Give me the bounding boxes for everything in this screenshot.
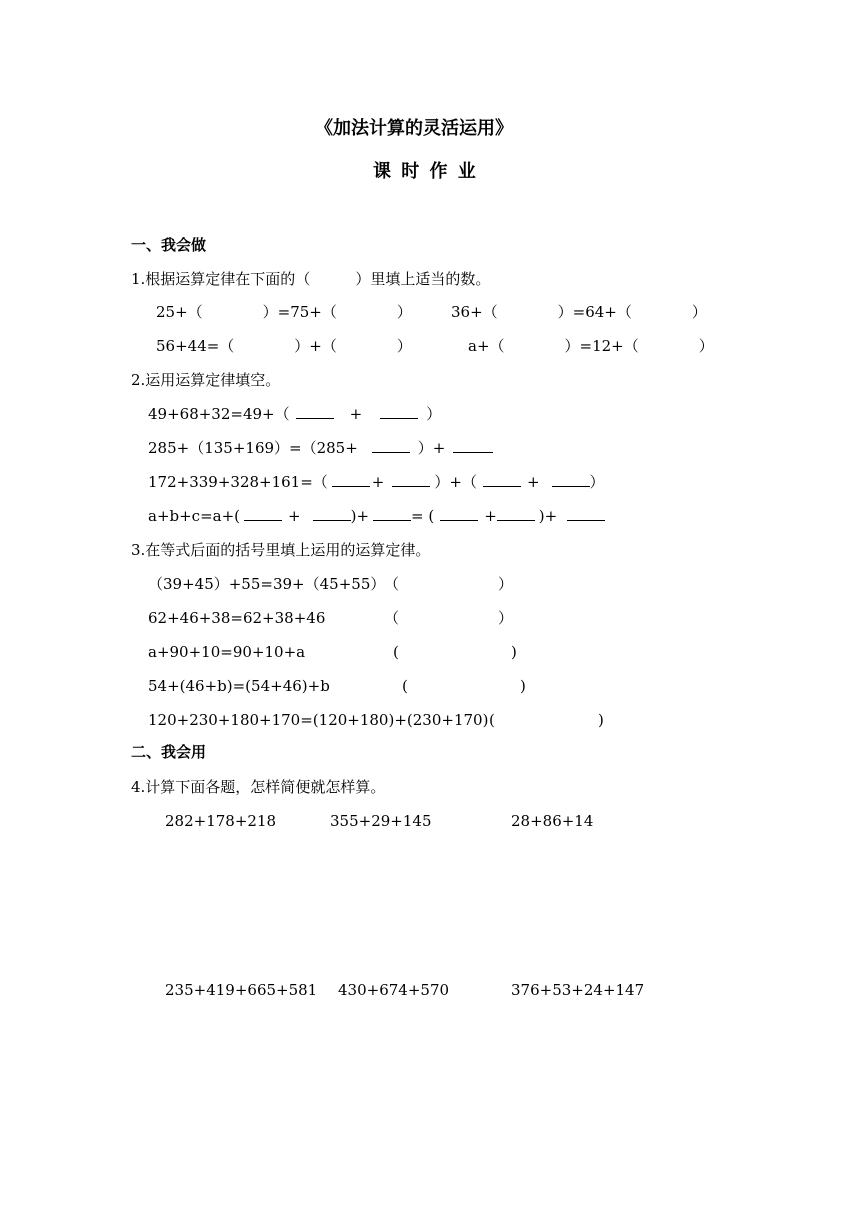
answer-blank[interactable] — [380, 404, 418, 419]
q2-text: a+b+c=a+( — [148, 507, 241, 525]
answer-blank[interactable] — [244, 506, 282, 521]
q3-equation: 54+(46+b)=(54+46)+b — [148, 677, 330, 695]
q3-equation: 120+230+180+170=(120+180)+(230+170) — [148, 711, 489, 729]
q2-text: ） — [589, 473, 605, 491]
q2-text: 285+（135+169）=（285+ — [148, 439, 358, 457]
q1-equation-4: a+（ ）=12+（ ） — [468, 337, 714, 355]
q3-equation: a+90+10=90+10+a — [148, 643, 306, 661]
worksheet-title: 《加法计算的灵活运用》 — [315, 118, 513, 139]
q4-calculation: 355+29+145 — [330, 812, 432, 830]
answer-blank[interactable] — [392, 472, 430, 487]
q2-text: )+ — [538, 507, 558, 525]
q3-equation: （39+45）+55=39+（45+55） — [148, 575, 386, 593]
q2-text: = ( — [411, 507, 435, 525]
question-4-prompt: 4.计算下面各题，怎样简便就怎样算。 — [131, 778, 386, 796]
q1-equation-2: 36+（ ）=64+（ ） — [451, 303, 707, 321]
q2-text: ）+（ — [434, 473, 477, 491]
q2-text: ） — [426, 405, 442, 423]
answer-blank[interactable] — [497, 506, 535, 521]
answer-blank[interactable] — [313, 506, 351, 521]
q4-calculation: 235+419+665+581 — [165, 981, 318, 999]
q4-calculation: 282+178+218 — [165, 812, 277, 830]
q2-text: + — [371, 473, 385, 491]
q4-calculation: 376+53+24+147 — [511, 981, 645, 999]
question-2-prompt: 2.运用运算定律填空。 — [131, 371, 281, 389]
answer-blank[interactable] — [332, 472, 370, 487]
answer-blank[interactable] — [372, 438, 410, 453]
q2-text: + — [349, 405, 363, 423]
q2-line-1 — [148, 404, 441, 424]
q3-answer-open: ( — [393, 643, 399, 661]
answer-blank[interactable] — [567, 506, 605, 521]
question-1-prompt: 1.根据运算定律在下面的（ ）里填上适当的数。 — [131, 270, 491, 288]
q1-equation-3: 56+44=（ ）+（ ） — [156, 337, 412, 355]
q3-answer-open: ( — [402, 677, 408, 695]
q3-answer-open: （ — [384, 609, 400, 627]
q2-line-3 — [148, 472, 605, 492]
q3-answer-close: ) — [511, 643, 517, 661]
answer-blank[interactable] — [453, 438, 493, 453]
answer-blank[interactable] — [552, 472, 590, 487]
answer-blank[interactable] — [483, 472, 521, 487]
q3-answer-close: ) — [520, 677, 526, 695]
answer-blank[interactable] — [373, 506, 411, 521]
q2-text: + — [288, 507, 301, 525]
question-3-prompt: 3.在等式后面的括号里填上运用的运算定律。 — [131, 541, 431, 559]
q4-calculation: 430+674+570 — [338, 981, 450, 999]
q2-text: 172+339+328+161=（ — [148, 473, 328, 491]
q3-equation: 62+46+38=62+38+46 — [148, 609, 326, 627]
section-heading-2: 二、我会用 — [131, 743, 207, 761]
q3-answer-close: ) — [598, 711, 604, 729]
q3-answer-close: ） — [498, 609, 514, 627]
answer-blank[interactable] — [296, 404, 334, 419]
q2-text: + — [484, 507, 497, 525]
q2-text: + — [526, 473, 540, 491]
q2-text: 49+68+32=49+（ — [148, 405, 290, 423]
q3-answer-open: ( — [489, 711, 495, 729]
answer-blank[interactable] — [440, 506, 478, 521]
q2-text: ）+ — [417, 439, 446, 457]
q3-answer-close: ） — [498, 575, 514, 593]
section-heading-1: 一、我会做 — [131, 236, 207, 254]
worksheet-subtitle: 课 时 作 业 — [373, 161, 478, 182]
q3-answer-open: （ — [384, 575, 400, 593]
q1-equation-1: 25+（ ）=75+（ ） — [156, 303, 412, 321]
q2-line-2 — [148, 438, 493, 458]
q2-line-4 — [148, 506, 605, 526]
q2-text: )+ — [350, 507, 370, 525]
q4-calculation: 28+86+14 — [511, 812, 594, 830]
